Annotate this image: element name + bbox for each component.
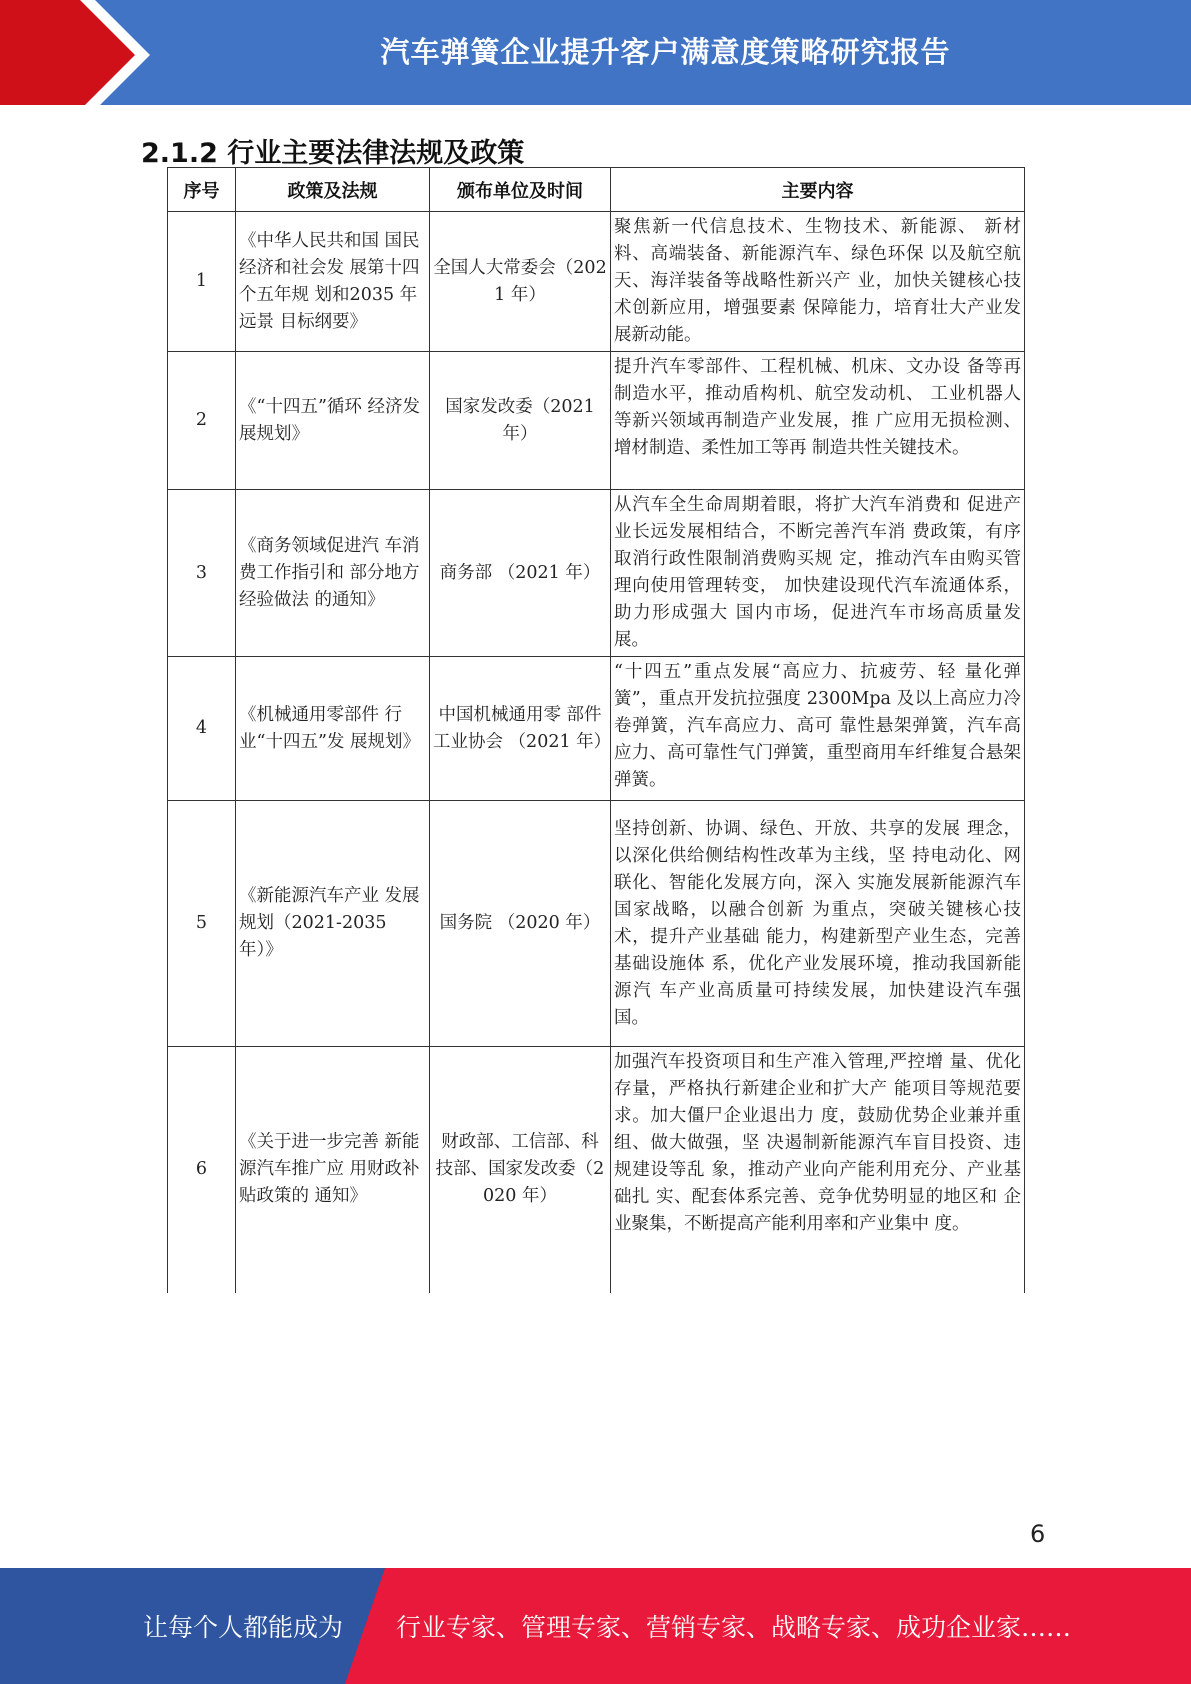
column-header-number: 序号 (168, 168, 236, 212)
policy-content: 坚持创新、协调、绿色、开放、共享的发展 理念，以深化供给侧结构性改革为主线，坚 持电动化、网联化、智能化发展方向，深入 实施发展新能源汽车国家战略，以融合创新 为重点，突破关键核心技术，提升产业基础 能力，构建新型产业生态，完善基础设施体 系，优化产业发展环境，推动我国新能源汽 车产业高质量可持续发展，加快建设汽车强 国。 (611, 801, 1025, 1047)
header-banner (0, 0, 1191, 110)
policy-content: “十四五”重点发展“高应力、抗疲劳、轻 量化弹簧”，重点开发抗拉强度 2300Mpa 及以上高应力冷卷弹簧，汽车高应力、高可 靠性悬架弹簧，汽车高应力、高可靠性气门弹簧，重型商用车纤维复合悬架弹簧。 (611, 657, 1025, 801)
issuing-unit: 国务院 （2020 年） (430, 801, 611, 1047)
section-heading: 2.1.2 行业主要法律法规及政策 (141, 138, 525, 169)
report-title: 汽车弹簧企业提升客户满意度策略研究报告 (380, 34, 951, 69)
footer-slogan-left: 让每个人都能成为 (143, 1613, 344, 1642)
policy-name: 《“十四五”循环 经济发展规划》 (236, 352, 430, 490)
policy-content: 提升汽车零部件、工程机械、机床、文办设 备等再制造水平，推动盾构机、航空发动机、 工业机器人等新兴领域再制造产业发展，推 广应用无损检测、增材制造、柔性加工等再 制造共性关键技术。 (611, 352, 1025, 490)
column-header-unit: 颁布单位及时间 (430, 168, 611, 212)
issuing-unit: 财政部、工信部、科技部、国家发改委（2020 年） (430, 1047, 611, 1293)
policy-content: 从汽车全生命周期着眼，将扩大汽车消费和 促进产业长远发展相结合，不断完善汽车消 费政策，有序取消行政性限制消费购买规 定，推动汽车由购买管理向使用管理转变， 加快建设现代汽车流通体系，助力形成强大 国内市场，促进汽车市场高质量发展。 (611, 490, 1025, 657)
table-row (168, 212, 1025, 352)
row-number: 3 (168, 490, 236, 657)
table-row (168, 490, 1025, 657)
issuing-unit: 商务部 （2021 年） (430, 490, 611, 657)
row-number: 2 (168, 352, 236, 490)
policy-name: 《机械通用零部件 行业“十四五”发 展规划》 (236, 657, 430, 801)
issuing-unit: 国家发改委（2021 年） (430, 352, 611, 490)
table-row (168, 801, 1025, 1047)
row-number: 4 (168, 657, 236, 801)
column-header-policy: 政策及法规 (236, 168, 430, 212)
table-row (168, 352, 1025, 490)
table-header-row (168, 168, 1025, 212)
footer-slogan-right: 行业专家、管理专家、营销专家、战略专家、成功企业家…… (396, 1613, 1072, 1642)
policy-name: 《商务领域促进汽 车消费工作指引和 部分地方经验做法 的通知》 (236, 490, 430, 657)
policy-name: 《新能源汽车产业 发展规划（2021-2035 年）》 (236, 801, 430, 1047)
column-header-content: 主要内容 (611, 168, 1025, 212)
row-number: 6 (168, 1047, 236, 1293)
table-row (168, 657, 1025, 801)
table-row (168, 1047, 1025, 1293)
policy-name: 《关于进一步完善 新能源汽车推广应 用财政补贴政策的 通知》 (236, 1047, 430, 1293)
policy-content: 加强汽车投资项目和生产准入管理,严控增 量、优化存量，严格执行新建企业和扩大产 能项目等规范要求。加大僵尸企业退出力 度，鼓励优势企业兼并重组、做大做强，坚 决遏制新能源汽车盲目投资、违规建设等乱 象，推动产业向产能利用充分、产业基础扎 实、配套体系完善、竞争优势明显的地区和 企业聚集，不断提高产能利用率和产业集中 度。 (611, 1047, 1025, 1293)
page-number: 6 (1030, 1520, 1046, 1548)
row-number: 1 (168, 212, 236, 352)
policy-content: 聚焦新一代信息技术、生物技术、新能源、 新材料、高端装备、新能源汽车、绿色环保 以及航空航天、海洋装备等战略性新兴产 业，加快关键核心技术创新应用，增强要素 保障能力，培育壮大产业发展新动能。 (611, 212, 1025, 352)
issuing-unit: 全国人大常委会（2021 年） (430, 212, 611, 352)
row-number: 5 (168, 801, 236, 1047)
policy-table (167, 167, 1025, 1293)
footer-banner (0, 1568, 1191, 1684)
policy-name: 《中华人民共和国 国民经济和社会发 展第十四个五年规 划和2035 年远景 目标纲要》 (236, 212, 430, 352)
issuing-unit: 中国机械通用零 部件工业协会 （2021 年） (430, 657, 611, 801)
